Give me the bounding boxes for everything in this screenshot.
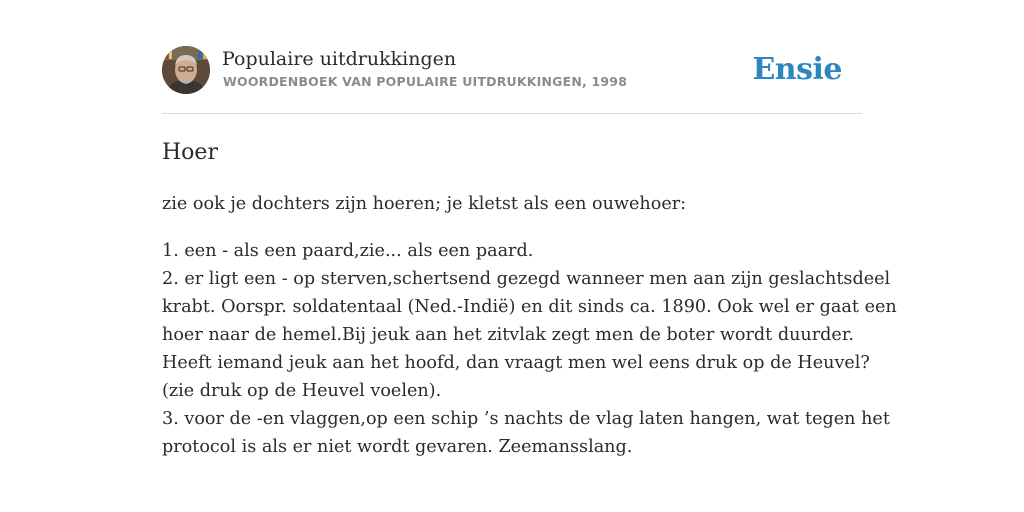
entry-line: 1. een - als een paard,zie... als een paard.	[162, 241, 534, 261]
entry-line: (zie druk op de Heuvel voelen).	[162, 381, 442, 401]
entry-intro: zie ook je dochters zijn hoeren; je kletst als een ouwehoer:	[162, 194, 687, 214]
entry-term: Hoer	[162, 140, 218, 165]
brand-logo[interactable]: Ensie	[752, 52, 842, 87]
author-portrait-icon	[162, 46, 210, 94]
entry-line: 2. er ligt een - op sterven,schertsend gezegd wanneer men aan zijn geslachtsdeel	[162, 269, 891, 289]
avatar[interactable]	[162, 46, 210, 94]
entry-header	[162, 46, 862, 96]
entry-line: 3. voor de -en vlaggen,op een schip ’s nachts de vlag laten hangen, wat tegen het	[162, 409, 890, 429]
source-subtitle: WOORDENBOEK VAN POPULAIRE UITDRUKKINGEN, 1998	[223, 74, 628, 89]
entry-body	[162, 190, 897, 461]
entry-line: krabt. Oorspr. soldatentaal (Ned.-Indië) en dit sinds ca. 1890. Ook wel er gaat een	[162, 297, 897, 317]
entry-line: hoer naar de hemel.Bij jeuk aan het zitvlak zegt men de boter wordt duurder.	[162, 325, 854, 345]
divider	[162, 113, 862, 114]
source-title[interactable]: Populaire uitdrukkingen	[222, 48, 457, 70]
entry-line: Heeft iemand jeuk aan het hoofd, dan vraagt men wel eens druk op de Heuvel?	[162, 353, 870, 373]
entry-line: protocol is als er niet wordt gevaren. Zeemansslang.	[162, 437, 633, 457]
